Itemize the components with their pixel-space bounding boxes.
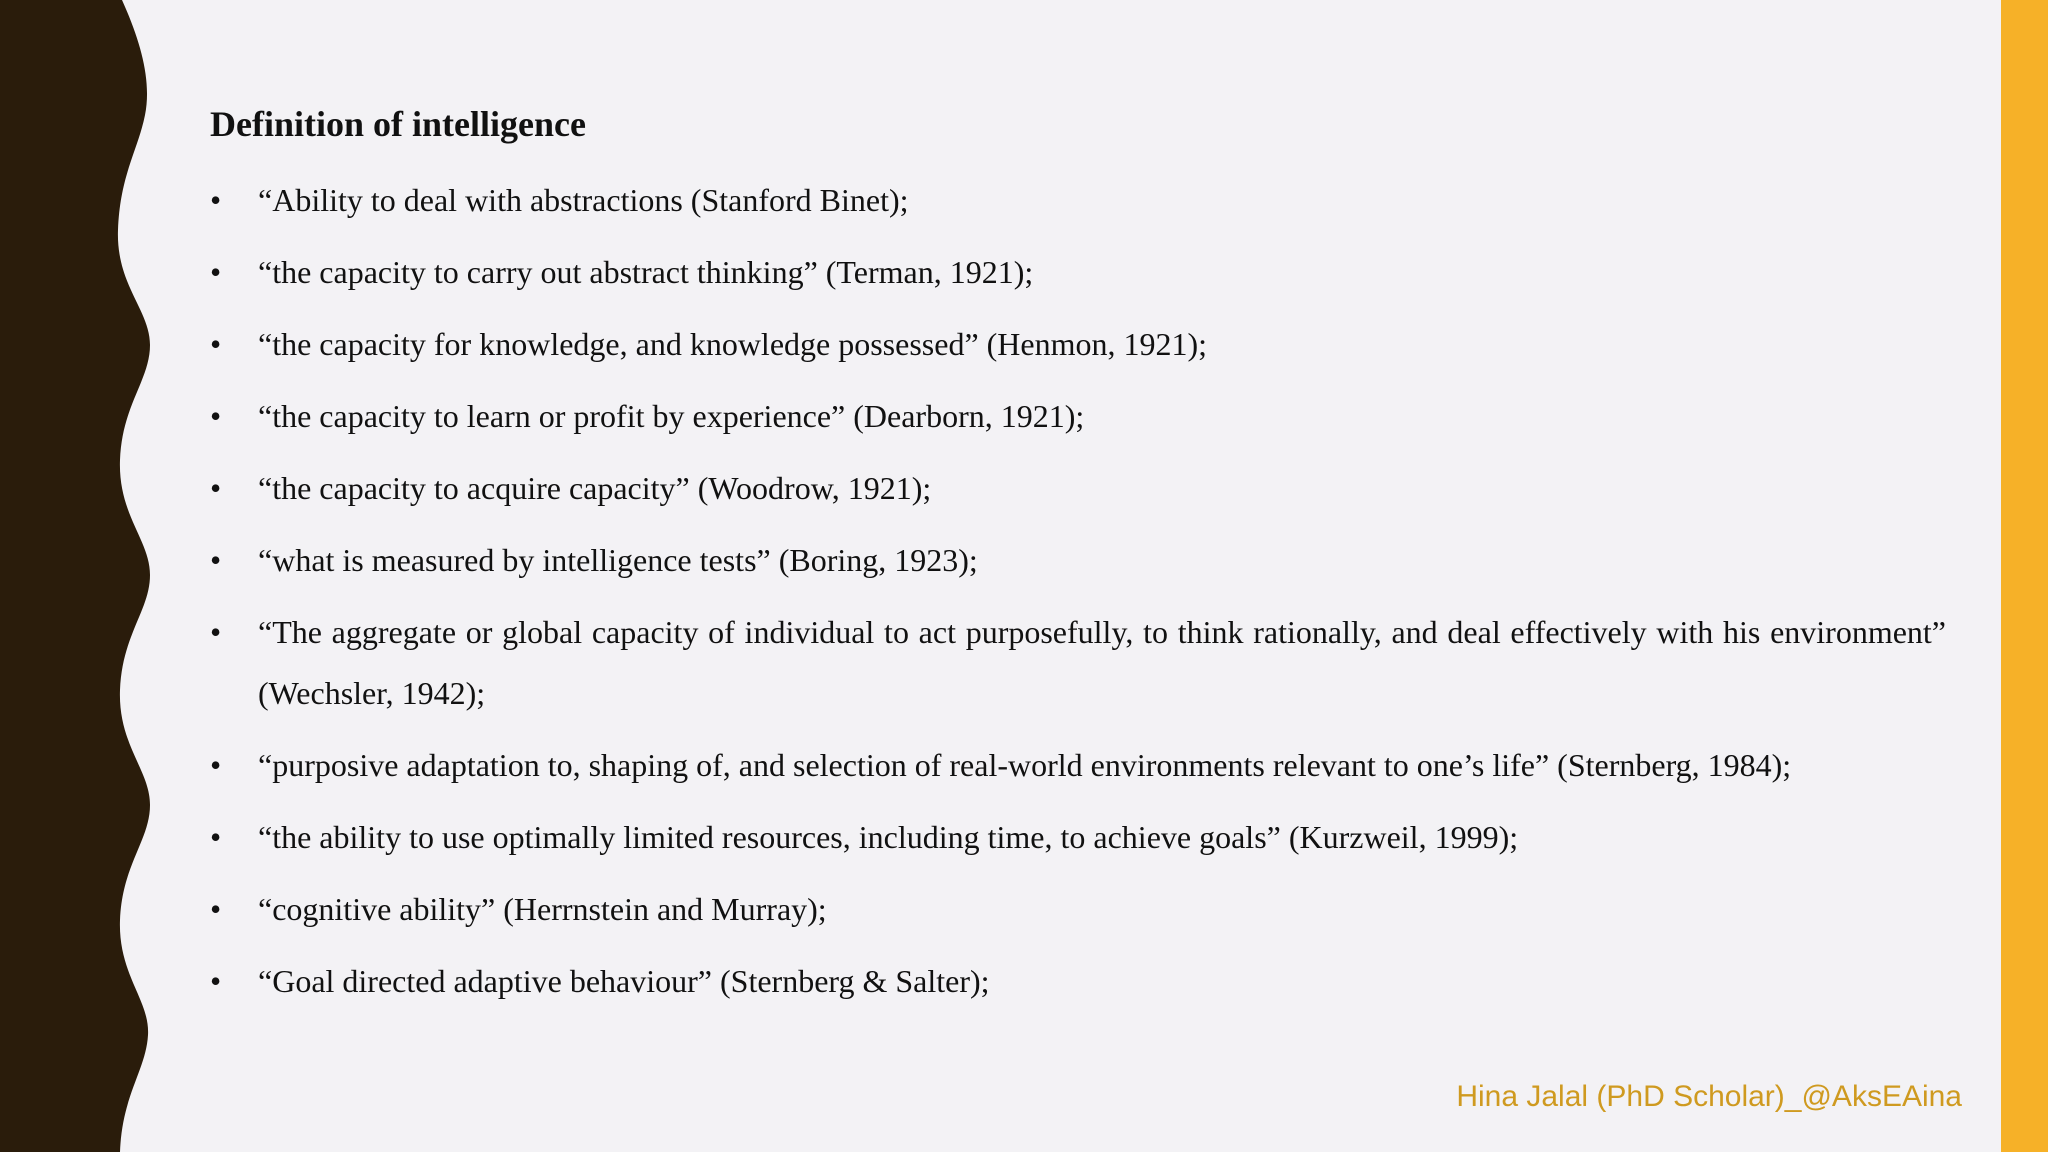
bullet-icon: • — [210, 542, 222, 578]
definition-text: “the ability to use optimally limited resources, including time, to achieve goals” (Kurzweil, 1999); — [258, 819, 1519, 855]
right-accent-band — [2001, 0, 2048, 1152]
definition-text: “Ability to deal with abstractions (Stanford Binet); — [258, 182, 909, 218]
definition-list — [210, 170, 1946, 1012]
list-item — [210, 242, 1946, 303]
definition-text: “purposive adaptation to, shaping of, and selection of real-world environments relevant to one’s life” (Sternberg, 1984); — [258, 747, 1792, 783]
definition-text: “Goal directed adaptive behaviour” (Sternberg & Salter); — [258, 963, 990, 999]
left-wave-shape — [0, 0, 150, 1152]
definition-text: “the capacity to acquire capacity” (Woodrow, 1921); — [258, 470, 932, 506]
bullet-icon: • — [210, 470, 222, 506]
bullet-icon: • — [210, 182, 222, 218]
definition-text: “The aggregate or global capacity of individual to act purposefully, to think rationally, and deal effectively with his environment” (Wechsler, 1942); — [258, 614, 1946, 711]
left-wave-band — [0, 0, 160, 1152]
list-item — [210, 314, 1946, 375]
list-item — [210, 807, 1946, 868]
list-item — [210, 602, 1946, 724]
bullet-icon: • — [210, 747, 222, 783]
definition-text: “the capacity for knowledge, and knowledge possessed” (Henmon, 1921); — [258, 326, 1208, 362]
list-item — [210, 879, 1946, 940]
list-item — [210, 458, 1946, 519]
list-item — [210, 386, 1946, 447]
definition-text: “cognitive ability” (Herrnstein and Murray); — [258, 891, 827, 927]
bullet-icon: • — [210, 326, 222, 362]
bullet-icon: • — [210, 963, 222, 999]
list-item — [210, 170, 1946, 231]
bullet-icon: • — [210, 398, 222, 434]
bullet-icon: • — [210, 891, 222, 927]
slide-content — [210, 98, 1946, 1023]
bullet-icon: • — [210, 254, 222, 290]
bullet-icon: • — [210, 614, 222, 650]
list-item — [210, 530, 1946, 591]
bullet-icon: • — [210, 819, 222, 855]
list-item — [210, 735, 1946, 796]
footer-attribution: Hina Jalal (PhD Scholar)_@AksEAina — [1456, 1080, 1962, 1113]
slide-title: Definition of intelligence — [210, 104, 586, 144]
definition-text: “the capacity to carry out abstract thinking” (Terman, 1921); — [258, 254, 1034, 290]
definition-text: “what is measured by intelligence tests” (Boring, 1923); — [258, 542, 978, 578]
definition-text: “the capacity to learn or profit by experience” (Dearborn, 1921); — [258, 398, 1085, 434]
list-item — [210, 951, 1946, 1012]
